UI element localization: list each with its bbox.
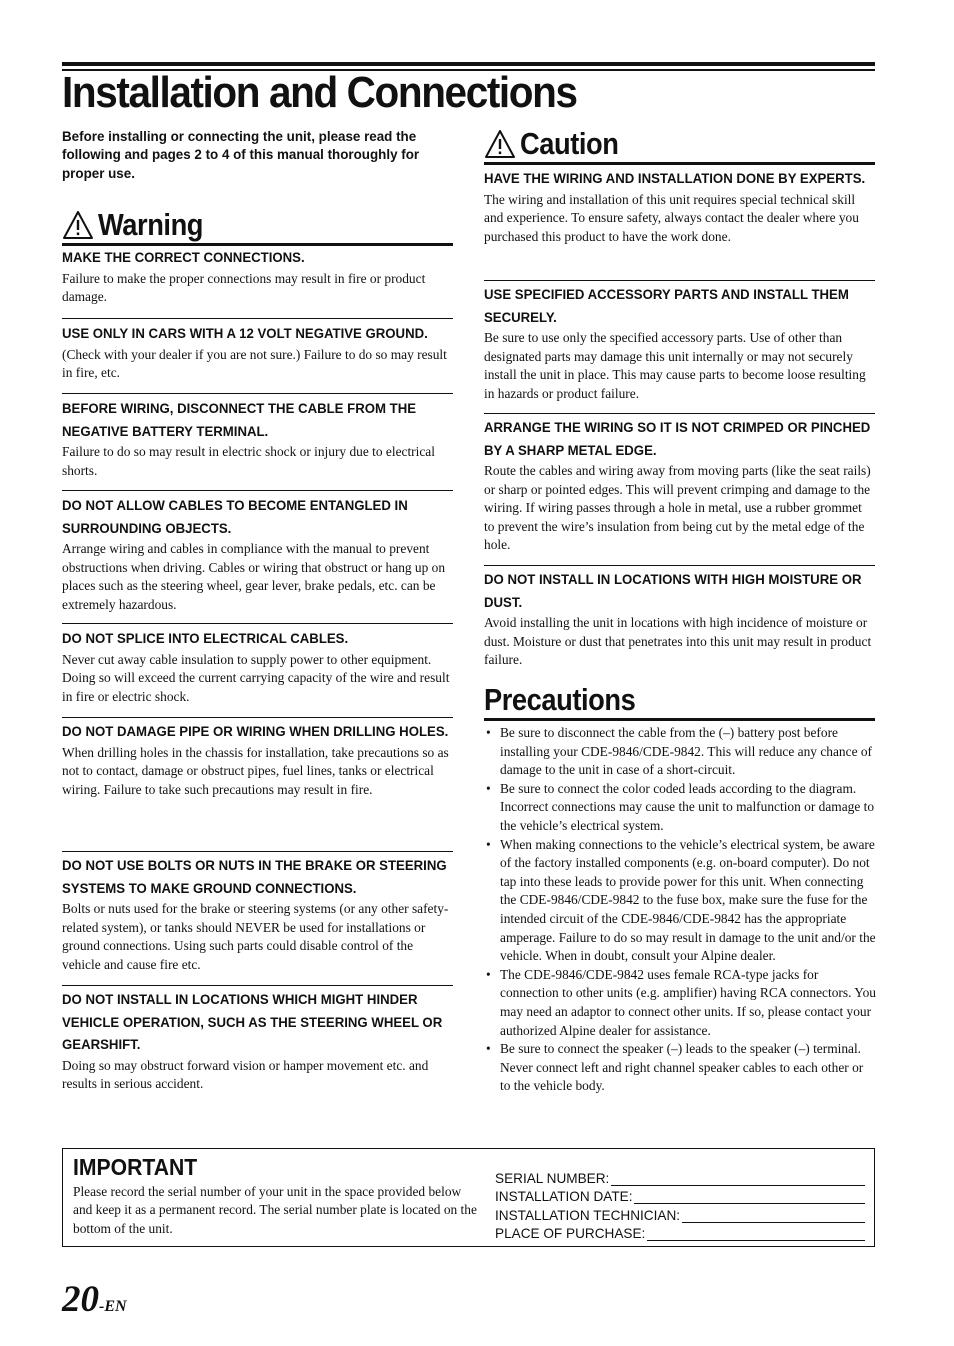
caution-item-title: DO NOT INSTALL IN LOCATIONS WITH HIGH MOISTURE OR DUST. (484, 572, 862, 611)
warning-item-title: DO NOT DAMAGE PIPE OR WIRING WHEN DRILLING HOLES. (62, 724, 449, 740)
write-line[interactable] (682, 1208, 865, 1223)
caution-item (484, 280, 875, 403)
warning-item (62, 985, 453, 1094)
field-label: INSTALLATION DATE: (495, 1189, 633, 1204)
precautions-heading (484, 680, 875, 721)
precautions-heading-label: Precautions (484, 682, 636, 717)
field-label: INSTALLATION TECHNICIAN: (495, 1207, 681, 1223)
caution-item-body: Route the cables and wiring away from moving parts (like the seat rails) or sharp or pointed edges. This will prevent crimping and damage to the wiring. If wiring passes through a hole in metal, use a rubber grommet to prevent the wire’s insulation from being cut by the metal edge of the hole. (484, 463, 871, 553)
warning-item-title: BEFORE WIRING, DISCONNECT THE CABLE FROM THE NEGATIVE BATTERY TERMINAL. (62, 401, 417, 440)
warning-item (62, 717, 453, 799)
warning-item-body: Bolts or nuts used for the brake or steering systems (or any other safety-related system), or tanks should NEVER be used for installations or ground connections. Using such parts could disable control of the vehicle and cause fire etc. (62, 901, 449, 972)
important-box (62, 1148, 875, 1247)
warning-item-title: USE ONLY IN CARS WITH A 12 VOLT NEGATIVE GROUND. (62, 326, 428, 342)
precaution-bullet: • Be sure to disconnect the cable from the (–) battery post before installing your CDE-9846/CDE-9842. This will reduce any chance of damage to the unit in case of a short-circuit. (484, 724, 876, 780)
warning-item-body: Never cut away cable insulation to supply power to other equipment. Doing so will exceed the current carrying capacity of the wire and result in fire or electric shock. (62, 651, 450, 704)
important-heading: IMPORTANT (73, 1154, 198, 1180)
warning-item-title: DO NOT USE BOLTS OR NUTS IN THE BRAKE OR STEERING SYSTEMS TO MAKE GROUND CONNECTIONS. (62, 858, 447, 897)
precaution-bullet: • When making connections to the vehicle’s electrical system, be aware of the factory installed components (e.g. on-board computer). Do not tap into these leads to provide power for this unit. When connecting the CDE-9846/CDE-9842 to the fuse box, make sure the fuse for the intended circuit of the CDE-9846/CDE-9842 has the appropriate amperage. Failure to do so may result in damage to the unit and/or the vehicle. When in doubt, consult your Alpine dealer. (484, 836, 876, 966)
warning-item-title: DO NOT SPLICE INTO ELECTRICAL CABLES. (62, 631, 349, 647)
caution-heading-label: Caution (520, 126, 619, 161)
intro-text: Before installing or connecting the unit, please read the following and pages 2 to 4 of this manual thoroughly for proper use. (62, 129, 420, 181)
installation-date-field[interactable] (495, 1186, 865, 1205)
warning-item-body: Failure to do so may result in electric shock or injury due to electrical shorts. (62, 444, 435, 478)
page-title: Installation and Connections (62, 68, 577, 117)
warning-item-title: DO NOT INSTALL IN LOCATIONS WHICH MIGHT HINDER VEHICLE OPERATION, SUCH AS THE STEERING WHEEL OR GEARSHIFT. (62, 992, 443, 1053)
warning-item (62, 247, 454, 307)
installation-technician-field[interactable] (495, 1204, 865, 1223)
field-label: SERIAL NUMBER: (495, 1170, 610, 1186)
caution-item-title: USE SPECIFIED ACCESSORY PARTS AND INSTALL THEM SECURELY. (484, 287, 849, 326)
caution-item-title: ARRANGE THE WIRING SO IT IS NOT CRIMPED OR PINCHED BY A SHARP METAL EDGE. (484, 420, 871, 459)
caution-item-body: Avoid installing the unit in locations with high incidence of moisture or dust. Moisture or dust that penetrates into this unit may result in product failure. (484, 615, 872, 668)
warning-item (62, 318, 453, 383)
warning-triangle-icon (62, 209, 94, 241)
page-number-suffix: -EN (99, 1298, 127, 1315)
write-line[interactable] (611, 1171, 865, 1186)
write-line[interactable] (634, 1189, 865, 1204)
warning-item-body: Doing so may obstruct forward vision or hamper movement etc. and results in serious accident. (62, 1057, 429, 1092)
warning-item (62, 623, 453, 706)
field-label: PLACE OF PURCHASE: (495, 1226, 646, 1241)
page-number-value: 20 (62, 1279, 99, 1320)
caution-item (484, 565, 875, 670)
warning-item-body: (Check with your dealer if you are not sure.) Failure to do so may result in fire, etc. (62, 346, 447, 381)
warning-item (62, 490, 453, 614)
warning-item-title: MAKE THE CORRECT CONNECTIONS. (62, 250, 305, 266)
caution-item-body: Be sure to use only the specified accessory parts. Use of other than designated parts may damage this unit internally or may not securely install the unit in place. This may cause parts to become loose resulting in hazards or product failure. (484, 330, 866, 401)
warning-heading-label: Warning (98, 207, 204, 242)
warning-heading (62, 205, 453, 246)
precaution-bullet: • The CDE-9846/CDE-9842 uses female RCA-type jacks for connection to other units (e.g. amplifier) having RCA connectors. You may need an adaptor to connect other units. If so, please contact your authorized Alpine dealer for assistance. (484, 966, 876, 1040)
caution-item-title: HAVE THE WIRING AND INSTALLATION DONE BY EXPERTS. (484, 171, 866, 187)
caution-item-body: The wiring and installation of this unit requires special technical skill and experience. To ensure safety, always contact the dealer where you purchased this product to have the work done. (484, 191, 859, 244)
page-number (62, 1278, 127, 1321)
warning-item-title: DO NOT ALLOW CABLES TO BECOME ENTANGLED IN SURROUNDING OBJECTS. (62, 498, 408, 537)
warning-item-body: Arrange wiring and cables in compliance with the manual to prevent obstructions when driving. Cables or wiring that obstruct or hang up on places such as the steering wheel, gear lever, brake pedals, etc. can be extremely hazardous. (62, 541, 446, 612)
caution-item (484, 413, 875, 555)
warning-item (62, 851, 453, 974)
warning-item (62, 393, 453, 480)
precaution-bullet: • Be sure to connect the speaker (–) leads to the speaker (–) terminal. Never connect left and right channel speaker cables to each other or to the vehicle body. (484, 1040, 876, 1096)
warning-triangle-icon (484, 128, 516, 160)
important-text: Please record the serial number of your unit in the space provided below and keep it as a permanent record. The serial number plate is located on the bottom of the unit. (73, 1184, 477, 1236)
place-of-purchase-field[interactable] (495, 1223, 865, 1242)
precaution-bullet: • Be sure to connect the color coded leads according to the diagram. Incorrect connections may cause the unit to malfunction or damage to the vehicle’s electrical system. (484, 780, 876, 836)
record-fields (495, 1167, 865, 1241)
caution-item (484, 168, 876, 246)
write-line[interactable] (647, 1226, 865, 1241)
warning-item-body: Failure to make the proper connections may result in fire or product damage. (62, 270, 426, 305)
serial-number-field[interactable] (495, 1167, 865, 1186)
warning-item-body: When drilling holes in the chassis for installation, take precautions so as not to contact, damage or obstruct pipes, fuel lines, tanks or electrical wiring. Failure to take such precautions may result in fire. (62, 744, 449, 797)
caution-heading (484, 124, 875, 165)
precautions-list (484, 724, 876, 1096)
